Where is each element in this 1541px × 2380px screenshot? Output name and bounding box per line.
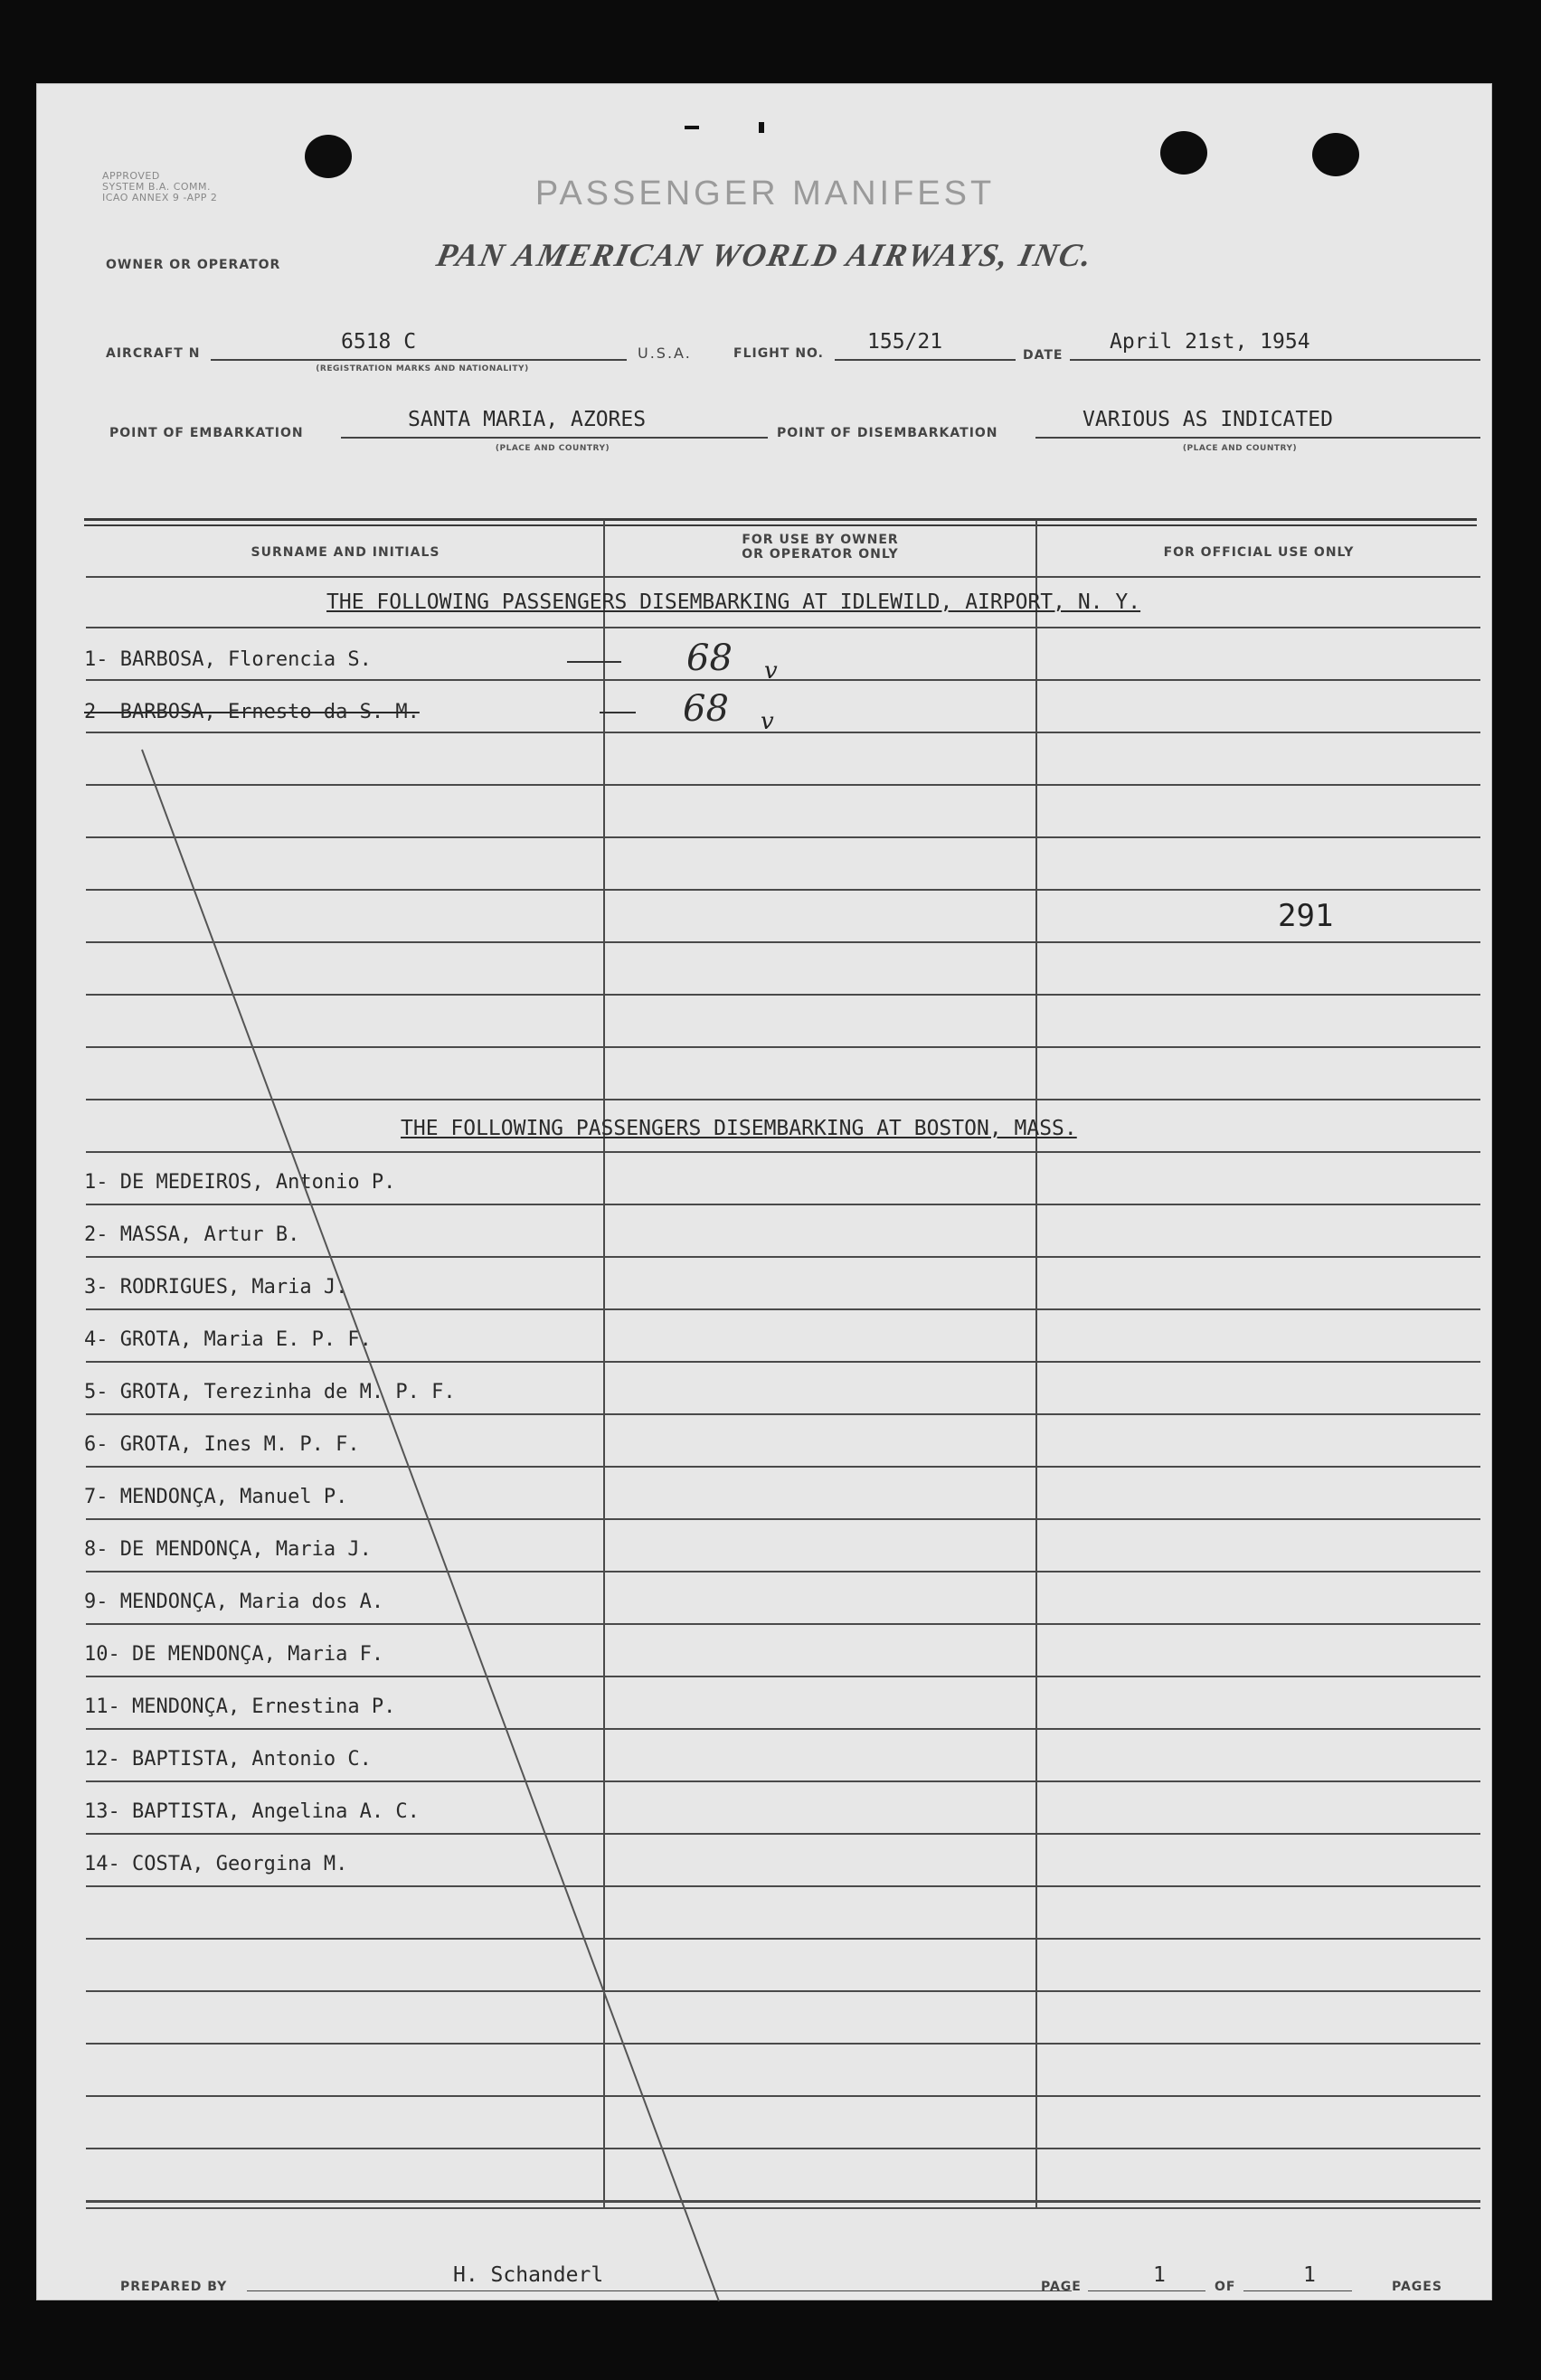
- page-title: PASSENGER MANIFEST: [534, 175, 996, 212]
- passenger-row: 10- DE MENDONÇA, Maria F.: [84, 1643, 384, 1666]
- aircraft-label: AIRCRAFT N: [106, 346, 201, 361]
- approval-line: APPROVED: [102, 170, 160, 182]
- passenger-row: 2- BARBOSA, Ernesto da S. M.: [84, 701, 420, 723]
- flight-value: 155/21: [867, 330, 943, 354]
- date-label: DATE: [1023, 348, 1064, 363]
- owner-note: 68: [683, 688, 729, 730]
- prepared-label: PREPARED BY: [120, 2280, 228, 2294]
- passenger-row: 1- BARBOSA, Florencia S.: [84, 648, 372, 671]
- passenger-row: 6- GROTA, Ines M. P. F.: [84, 1433, 360, 1456]
- official-number: 291: [1278, 898, 1334, 934]
- disembark-label: POINT OF DISEMBARKATION: [777, 426, 998, 440]
- check-mark: v: [761, 708, 774, 735]
- passenger-row: 12- BAPTISTA, Antonio C.: [84, 1748, 372, 1771]
- passenger-row: 5- GROTA, Terezinha de M. P. F.: [84, 1381, 456, 1403]
- page-label: PAGE: [1041, 2280, 1082, 2294]
- usa-label: U.S.A.: [638, 345, 692, 362]
- passenger-row: 9- MENDONÇA, Maria dos A.: [84, 1591, 384, 1613]
- approval-line: SYSTEM B.A. COMM.: [102, 181, 212, 193]
- date-value: April 21st, 1954: [1110, 330, 1310, 354]
- check-mark: v: [764, 657, 778, 685]
- embark-value: SANTA MARIA, AZORES: [408, 408, 647, 431]
- passenger-row: 8- DE MENDONÇA, Maria J.: [84, 1538, 372, 1561]
- owner-label: OWNER OR OPERATOR: [106, 258, 281, 272]
- prepared-underline: [247, 2290, 1072, 2291]
- page-underline: [1088, 2290, 1205, 2291]
- section-boston: THE FOLLOWING PASSENGERS DISEMBARKING AT BOSTON, MASS.: [401, 1117, 1077, 1140]
- disembark-sublabel: (PLACE AND COUNTRY): [1182, 444, 1298, 453]
- pencil-stroke: [37, 84, 1493, 2301]
- owner-header-line: OR OPERATOR ONLY: [742, 547, 899, 562]
- embark-label: POINT OF EMBARKATION: [109, 426, 304, 440]
- of-label: OF: [1215, 2280, 1236, 2294]
- manifest-sheet: [36, 83, 1492, 2300]
- company-name: PAN AMERICAN WORLD AIRWAYS, INC.: [433, 237, 1097, 273]
- column-header-official: FOR OFFICIAL USE ONLY: [1163, 545, 1355, 560]
- of-value: 1: [1303, 2263, 1316, 2287]
- section-idlewild: THE FOLLOWING PASSENGERS DISEMBARKING AT IDLEWILD, AIRPORT, N. Y.: [326, 590, 1141, 614]
- passenger-row: 3- RODRIGUES, Maria J.: [84, 1276, 348, 1299]
- passenger-row: 2- MASSA, Artur B.: [84, 1223, 300, 1246]
- passenger-row: 11- MENDONÇA, Ernestina P.: [84, 1695, 396, 1718]
- embark-sublabel: (PLACE AND COUNTRY): [495, 444, 610, 453]
- owner-note: 68: [686, 638, 733, 679]
- aircraft-value: 6518 C: [341, 330, 417, 354]
- pages-label: PAGES: [1392, 2280, 1442, 2294]
- owner-header-line: FOR USE BY OWNER: [742, 533, 899, 547]
- passenger-row: 13- BAPTISTA, Angelina A. C.: [84, 1800, 420, 1823]
- registration-sublabel: (REGISTRATION MARKS AND NATIONALITY): [316, 364, 529, 373]
- passenger-row: 14- COSTA, Georgina M.: [84, 1853, 348, 1875]
- column-header-name: SURNAME AND INITIALS: [251, 545, 440, 560]
- prepared-value: H. Schanderl: [453, 2263, 604, 2287]
- of-underline: [1243, 2290, 1352, 2291]
- page-value: 1: [1153, 2263, 1166, 2287]
- disembark-value: VARIOUS AS INDICATED: [1082, 408, 1333, 431]
- passenger-row: 1- DE MEDEIROS, Antonio P.: [84, 1171, 396, 1194]
- passenger-row: 4- GROTA, Maria E. P. F.: [84, 1328, 372, 1351]
- flight-label: FLIGHT NO.: [733, 346, 824, 361]
- approval-line: ICAO ANNEX 9 -APP 2: [102, 192, 218, 203]
- passenger-row: 7- MENDONÇA, Manuel P.: [84, 1486, 348, 1508]
